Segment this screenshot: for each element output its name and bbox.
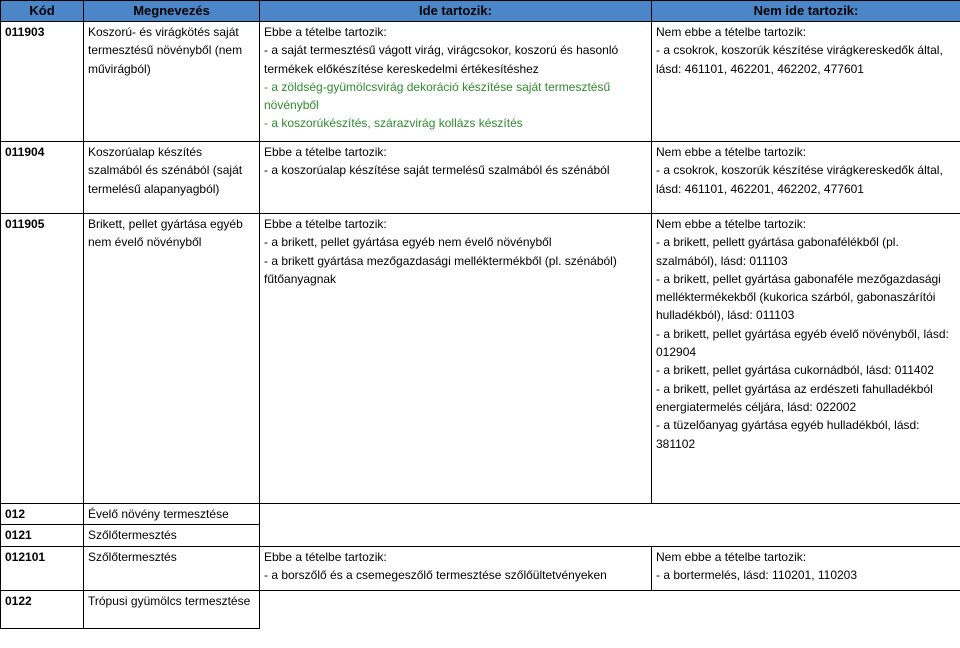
row-excluded	[652, 214, 960, 504]
row-code: 0121	[1, 525, 84, 546]
excluded-title: Nem ebbe a tételbe tartozik:	[656, 217, 807, 231]
included-item: - a brikett gyártása mezőgazdasági melléktermékből (pl. szénából) fűtőanyagnak	[264, 253, 617, 286]
row-included	[260, 142, 652, 214]
header-excluded: Nem ide tartozik:	[652, 1, 960, 22]
included-item: - a brikett, pellet gyártása egyéb nem évelő növényből	[264, 235, 552, 250]
row-included	[260, 22, 652, 142]
row-code: 012101	[1, 546, 84, 590]
table-row	[1, 22, 960, 142]
included-title: Ebbe a tételbe tartozik:	[264, 25, 387, 39]
empty-cell	[260, 525, 652, 546]
row-name: Brikett, pellet gyártása egyéb nem évelő növényből	[84, 214, 260, 504]
excluded-item: - a csokrok, koszorúk készítése virágkereskedők által, lásd: 461101, 462201, 462202, 477601	[656, 163, 943, 196]
row-name: Szőlőtermesztés	[84, 525, 260, 546]
table-row	[1, 142, 960, 214]
excluded-item: - a bortermelés, lásd: 110201, 110203	[656, 567, 858, 582]
excluded-item: - a tüzelőanyag gyártása egyéb hulladékból, lásd: 381102	[656, 418, 920, 451]
header-name: Megnevezés	[84, 1, 260, 22]
included-item: - a saját termesztésű vágott virág, virágcsokor, koszorú és hasonló termékek előkészítése kereskedelmi értékesítéshez	[264, 43, 619, 76]
row-code: 011903	[1, 22, 84, 142]
included-title: Ebbe a tételbe tartozik:	[264, 145, 387, 159]
excluded-item: - a brikett, pellet gyártása gabonaféle mezőgazdasági melléktermékekből (kukorica szárból, gabonaszárítói hulladékból), lásd: 011103	[656, 271, 941, 323]
excluded-item: - a brikett, pellet gyártása cukornádból, lásd: 011402	[656, 363, 934, 378]
row-code: 011905	[1, 214, 84, 504]
included-item: - a borszőlő és a csemegeszőlő termesztése szőlőültetvényeken	[264, 567, 607, 582]
row-name: Trópusi gyümölcs termesztése	[84, 590, 260, 628]
table-row	[1, 546, 960, 590]
header-code: Kód	[1, 1, 84, 22]
excluded-item: - a brikett, pellet gyártása az erdészeti fahulladékból energiatermelés céljára, lásd: 022002	[656, 381, 933, 414]
excluded-item: - a brikett, pellett gyártása gabonafélékből (pl. szalmából), lásd: 011103	[656, 235, 899, 268]
empty-cell	[652, 504, 960, 525]
empty-cell	[260, 504, 652, 525]
included-title: Ebbe a tételbe tartozik:	[264, 217, 387, 231]
row-code: 011904	[1, 142, 84, 214]
table-row	[1, 590, 960, 628]
empty-cell	[652, 525, 960, 546]
row-name: Évelő növény termesztése	[84, 504, 260, 525]
row-name: Koszorúalap készítés szalmából és szénából (saját termelésű alapanyagból)	[84, 142, 260, 214]
row-included	[260, 546, 652, 590]
table-row	[1, 214, 960, 504]
table-row	[1, 504, 960, 525]
row-code: 0122	[1, 590, 84, 628]
row-excluded	[652, 22, 960, 142]
row-name: Szőlőtermesztés	[84, 546, 260, 590]
row-name: Koszorú- és virágkötés saját termesztésű növényből (nem művirágból)	[84, 22, 260, 142]
excluded-item: - a csokrok, koszorúk készítése virágkereskedők által, lásd: 461101, 462201, 462202, 477601	[656, 43, 943, 76]
table-row	[1, 525, 960, 546]
empty-cell	[652, 590, 960, 628]
row-excluded	[652, 142, 960, 214]
empty-cell	[260, 590, 652, 628]
included-item: - a koszorúkészítés, szárazvirág kollázs készítés	[264, 116, 523, 131]
header-row	[1, 1, 960, 22]
header-included: Ide tartozik:	[260, 1, 652, 22]
excluded-title: Nem ebbe a tételbe tartozik:	[656, 549, 807, 564]
row-code: 012	[1, 504, 84, 525]
row-included	[260, 214, 652, 504]
excluded-title: Nem ebbe a tételbe tartozik:	[656, 25, 807, 39]
excluded-title: Nem ebbe a tételbe tartozik:	[656, 145, 807, 159]
excluded-item: - a brikett, pellet gyártása egyéb évelő növényből, lásd: 012904	[656, 326, 949, 360]
included-item: - a koszorúalap készítése saját termelésű szalmából és szénából	[264, 163, 610, 178]
row-excluded	[652, 546, 960, 590]
included-item: - a zöldség-gyümölcsvirág dekoráció készítése saját termesztésű növényből	[264, 79, 611, 113]
included-title: Ebbe a tételbe tartozik:	[264, 549, 387, 564]
